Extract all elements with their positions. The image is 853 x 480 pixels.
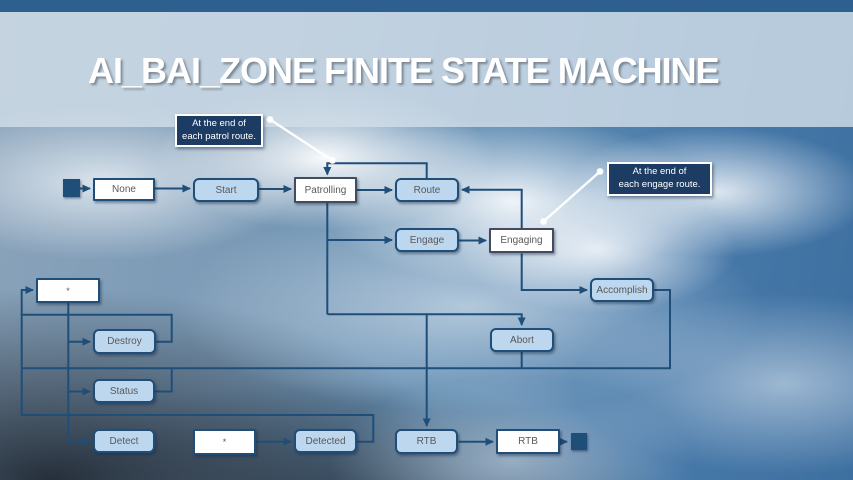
state-label: Engaging (500, 235, 543, 246)
state-start[interactable] (193, 178, 259, 202)
state-any-wildcard-2[interactable] (193, 429, 256, 455)
callout-text-line: each engage route. (618, 179, 701, 190)
state-destroy[interactable] (93, 329, 156, 354)
patrol-leader-line (270, 120, 333, 161)
state-label: Detected (305, 435, 346, 447)
state-label: Start (215, 184, 237, 196)
state-label: Status (109, 385, 139, 397)
patrol-leader-dot-start (267, 116, 274, 123)
state-status[interactable] (93, 379, 155, 403)
transition-engaging-route (462, 190, 522, 228)
state-label: Abort (510, 334, 534, 346)
engage-leader-line (544, 172, 601, 222)
callout-engage-note (607, 162, 712, 196)
state-label: RTB (416, 436, 437, 447)
state-label: Detect (109, 435, 139, 447)
callout-leader-lines (267, 116, 604, 225)
engage-leader-dot-end (540, 218, 547, 225)
state-detect[interactable] (93, 429, 155, 453)
state-none[interactable] (93, 178, 155, 201)
state-label: Accomplish (596, 284, 648, 296)
callout-text-line: each patrol route. (182, 130, 256, 142)
state-engaging[interactable] (489, 228, 554, 253)
callout-patrol-note (175, 114, 263, 147)
state-any-wildcard-1[interactable] (36, 278, 100, 303)
state-engage[interactable] (395, 228, 459, 252)
state-detected[interactable] (294, 429, 357, 453)
state-label: Destroy (107, 336, 142, 347)
state-label: * (66, 285, 70, 296)
line-status-return (155, 369, 172, 391)
state-label: Patrolling (304, 184, 347, 196)
state-label: RTB (518, 436, 538, 447)
state-label: Engage (409, 234, 445, 246)
final-state-marker (571, 433, 587, 450)
state-patrolling[interactable] (294, 177, 357, 203)
state-label: Route (413, 184, 441, 196)
state-rtb[interactable] (395, 429, 458, 454)
engage-leader-dot-start (597, 168, 604, 175)
initial-state-marker (63, 179, 80, 197)
state-rtb-exit[interactable] (496, 429, 560, 454)
callout-text-line: At the end of (192, 117, 246, 129)
state-abort[interactable] (490, 328, 554, 352)
state-label: None (112, 184, 136, 195)
state-accomplish[interactable] (590, 278, 654, 302)
patrol-leader-dot-end (329, 157, 336, 164)
transition-engaging-accomplish (522, 254, 587, 291)
transition-patrolling-abort (327, 314, 521, 325)
slide-title: AI_BAI_ZONE FINITE STATE MACHINE (88, 50, 719, 91)
state-label: * (222, 437, 227, 447)
transition-route-patrolling (327, 163, 426, 178)
state-route[interactable] (395, 178, 459, 202)
callout-text-line: At the end of (632, 166, 687, 178)
